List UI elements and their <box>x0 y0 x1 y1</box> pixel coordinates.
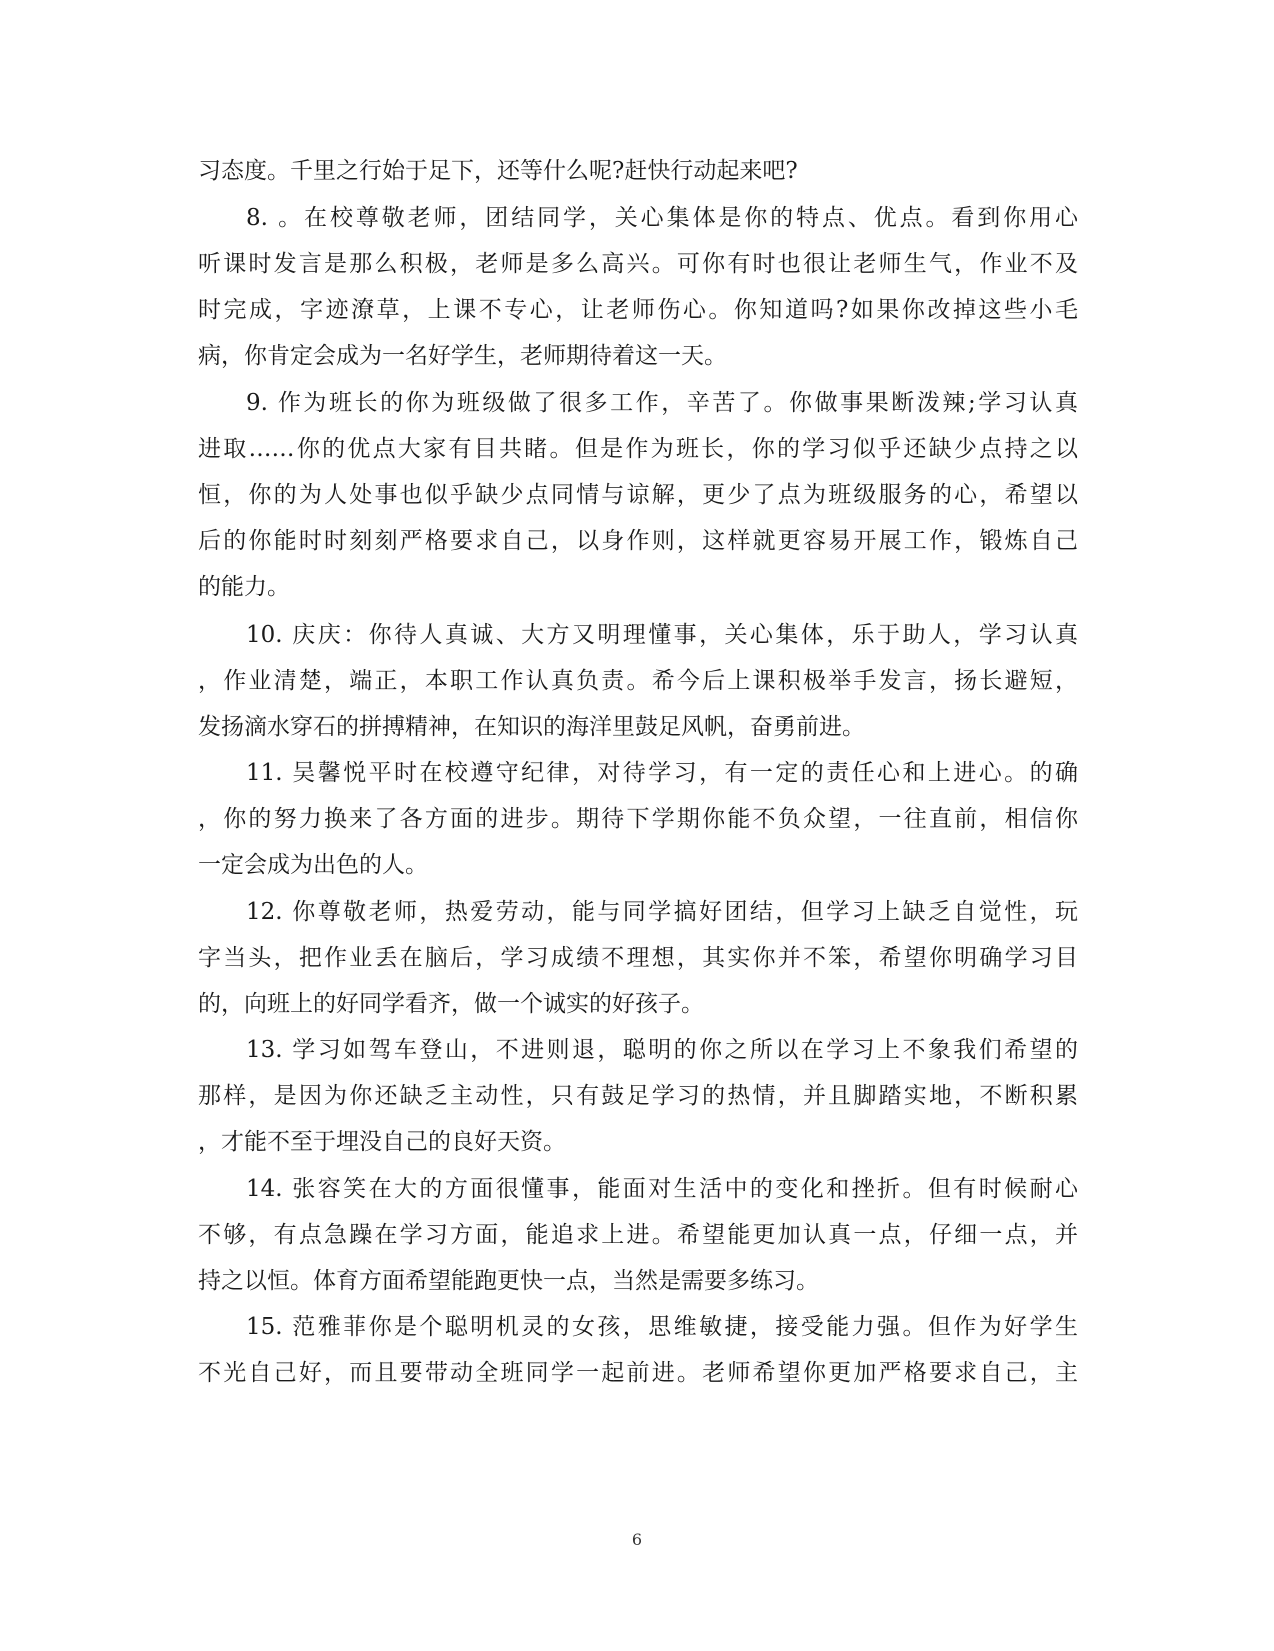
paragraph-10-line: 10. 庆庆：你待人真诚、大方又明理懂事，关心集体，乐于助人，学习认真 <box>246 622 1078 648</box>
paragraph-8-line: 8. 。在校尊敬老师，团结同学，关心集体是你的特点、优点。看到你用心 <box>246 205 1078 231</box>
text-line: ，你的努力换来了各方面的进步。期待下学期你能不负众望，一往直前，相信你 <box>198 806 1078 832</box>
paragraph-11-line: 11. 吴馨悦平时在校遵守纪律，对待学习，有一定的责任心和上进心。的确 <box>246 760 1078 786</box>
text-line: 不光自己好，而且要带动全班同学一起前进。老师希望你更加严格要求自己，主 <box>198 1360 1078 1386</box>
text-line: 的，向班上的好同学看齐，做一个诚实的好孩子。 <box>198 991 704 1017</box>
paragraph-13-line: 13. 学习如驾车登山，不进则退，聪明的你之所以在学习上不象我们希望的 <box>246 1037 1078 1063</box>
paragraph-9-line: 9. 作为班长的你为班级做了很多工作，辛苦了。你做事果断泼辣;学习认真 <box>246 390 1078 416</box>
paragraph-12-line: 12. 你尊敬老师，热爱劳动，能与同学搞好团结，但学习上缺乏自觉性，玩 <box>246 899 1078 925</box>
text-line: 一定会成为出色的人。 <box>198 852 428 878</box>
text-line: 的能力。 <box>198 574 290 600</box>
text-line: 进取……你的优点大家有目共睹。但是作为班长，你的学习似乎还缺少点持之以 <box>198 436 1078 462</box>
text-line: 后的你能时时刻刻严格要求自己，以身作则，这样就更容易开展工作，锻炼自己 <box>198 528 1078 554</box>
paragraph-15-line: 15. 范雅菲你是个聪明机灵的女孩，思维敏捷，接受能力强。但作为好学生 <box>246 1314 1078 1340</box>
text-line: 时完成，字迹潦草，上课不专心，让老师伤心。你知道吗?如果你改掉这些小毛 <box>198 297 1078 323</box>
text-line: 习态度。千里之行始于足下，还等什么呢?赶快行动起来吧? <box>198 158 798 184</box>
text-line: ，作业清楚，端正，本职工作认真负责。希今后上课积极举手发言，扬长避短， <box>198 668 1078 694</box>
text-line: 发扬滴水穿石的拼搏精神，在知识的海洋里鼓足风帆，奋勇前进。 <box>198 714 865 740</box>
text-line: 病，你肯定会成为一名好学生，老师期待着这一天。 <box>198 343 727 369</box>
page-number: 6 <box>631 1530 643 1549</box>
text-line: 不够，有点急躁在学习方面，能追求上进。希望能更加认真一点，仔细一点，并 <box>198 1222 1078 1248</box>
text-line: 恒，你的为人处事也似乎缺少点同情与谅解，更少了点为班级服务的心，希望以 <box>198 482 1078 508</box>
text-line: 持之以恒。体育方面希望能跑更快一点，当然是需要多练习。 <box>198 1268 819 1294</box>
paragraph-14-line: 14. 张容笑在大的方面很懂事，能面对生活中的变化和挫折。但有时候耐心 <box>246 1176 1078 1202</box>
text-line: 听课时发言是那么积极，老师是多么高兴。可你有时也很让老师生气，作业不及 <box>198 251 1078 277</box>
text-line: 那样，是因为你还缺乏主动性，只有鼓足学习的热情，并且脚踏实地，不断积累 <box>198 1083 1078 1109</box>
text-line: 字当头，把作业丢在脑后，学习成绩不理想，其实你并不笨，希望你明确学习目 <box>198 945 1078 971</box>
text-line: ，才能不至于埋没自己的良好天资。 <box>198 1129 566 1155</box>
